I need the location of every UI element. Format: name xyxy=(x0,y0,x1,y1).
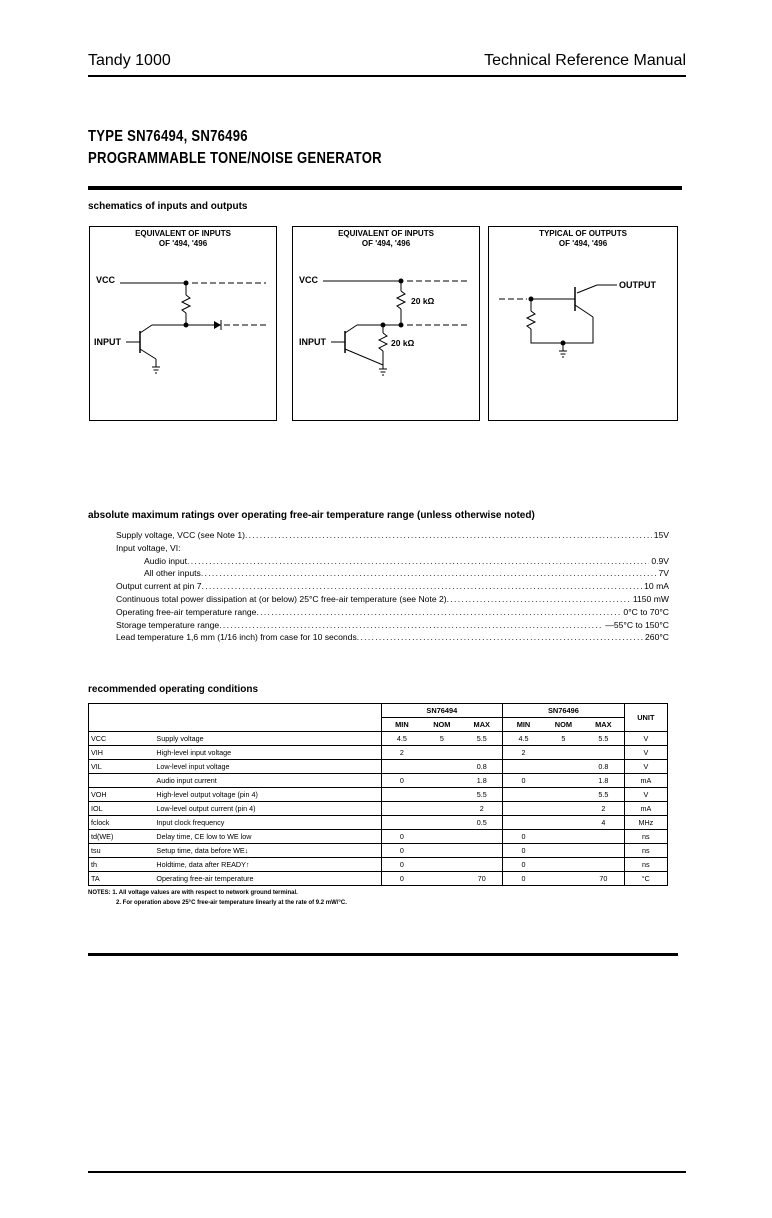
row-unit: ns xyxy=(624,830,667,844)
row-description: Input clock frequency xyxy=(154,816,381,830)
row-value xyxy=(583,844,624,858)
row-value: 0 xyxy=(381,858,422,872)
row-unit: ns xyxy=(624,844,667,858)
row-value: 5 xyxy=(544,732,583,746)
schematic-box-3 xyxy=(488,226,678,421)
rating-value: 260°C xyxy=(645,632,669,643)
svg-text:INPUT: INPUT xyxy=(94,337,121,347)
row-value: 2 xyxy=(461,802,502,816)
title-line2: PROGRAMMABLE TONE/NOISE GENERATOR xyxy=(88,150,382,167)
schematic-3-drawing xyxy=(489,227,677,420)
rating-leader-dots xyxy=(447,593,631,606)
group1-header: SN76494 xyxy=(381,704,503,718)
row-value: 5.5 xyxy=(583,732,624,746)
row-value: 0 xyxy=(381,830,422,844)
row-value: 2 xyxy=(503,746,544,760)
rating-value: 0°C to 70°C xyxy=(623,606,669,617)
row-symbol: VIH xyxy=(89,746,155,760)
row-value xyxy=(422,746,461,760)
row-value: 0 xyxy=(503,858,544,872)
rating-row xyxy=(116,567,669,580)
row-value xyxy=(381,816,422,830)
row-symbol: TA xyxy=(89,872,155,886)
rating-leader-dots xyxy=(202,580,643,593)
box1-title: EQUIVALENT OF INPUTS OF '494, '496 xyxy=(135,229,231,248)
row-value xyxy=(381,802,422,816)
row-value: 2 xyxy=(381,746,422,760)
row-value xyxy=(422,760,461,774)
svg-text:20 kΩ: 20 kΩ xyxy=(411,296,435,306)
row-value xyxy=(544,872,583,886)
rating-leader-dots xyxy=(187,555,649,568)
row-description: Low-level output current (pin 4) xyxy=(154,802,381,816)
row-description: Supply voltage xyxy=(154,732,381,746)
row-value xyxy=(503,788,544,802)
svg-text:VCC: VCC xyxy=(299,275,319,285)
rating-label: All other inputs xyxy=(144,568,201,579)
svg-text:INPUT: INPUT xyxy=(299,337,326,347)
schematics-heading: schematics of inputs and outputs xyxy=(88,201,248,212)
row-symbol: VCC xyxy=(89,732,155,746)
row-value: 0.5 xyxy=(461,816,502,830)
row-value xyxy=(544,760,583,774)
row-description: Audio input current xyxy=(154,774,381,788)
header-rule xyxy=(88,75,686,77)
header-right: Technical Reference Manual xyxy=(484,52,686,69)
svg-text:VCC: VCC xyxy=(96,275,116,285)
row-unit: ns xyxy=(624,858,667,872)
ratings-heading: absolute maximum ratings over operating free-air temperature range (unless otherwise noted) xyxy=(88,510,535,521)
table-row xyxy=(89,816,668,830)
sub-header: MAX xyxy=(461,718,502,732)
row-value: 4.5 xyxy=(381,732,422,746)
row-value xyxy=(461,830,502,844)
row-value: 0 xyxy=(381,872,422,886)
row-description: Operating free-air temperature xyxy=(154,872,381,886)
row-value xyxy=(544,830,583,844)
row-value: 0 xyxy=(503,872,544,886)
row-value xyxy=(461,844,502,858)
row-value: 70 xyxy=(583,872,624,886)
rating-label: Audio input xyxy=(144,555,188,566)
sub-header: NOM xyxy=(422,718,461,732)
ratings-list xyxy=(116,529,669,644)
row-value xyxy=(422,858,461,872)
row-value: 0 xyxy=(381,844,422,858)
notes xyxy=(88,888,347,908)
row-value: 5 xyxy=(422,732,461,746)
rating-row xyxy=(116,529,669,542)
sub-header: MIN xyxy=(503,718,544,732)
row-symbol: VIL xyxy=(89,760,155,774)
table-row xyxy=(89,802,668,816)
recommended-table xyxy=(88,703,668,886)
header-left: Tandy 1000 xyxy=(88,52,171,69)
rating-label: Input voltage, VI: xyxy=(116,542,181,553)
row-value: 0.8 xyxy=(461,760,502,774)
row-symbol: td(WE) xyxy=(89,830,155,844)
row-description: High-level input voltage xyxy=(154,746,381,760)
rating-value: 7V xyxy=(658,568,669,579)
row-unit: °C xyxy=(624,872,667,886)
row-value xyxy=(544,802,583,816)
rating-leader-dots xyxy=(201,567,657,580)
rating-label: Storage temperature range xyxy=(116,619,220,630)
row-value xyxy=(422,872,461,886)
row-unit: V xyxy=(624,788,667,802)
table-row xyxy=(89,830,668,844)
table-row xyxy=(89,844,668,858)
box3-title: TYPICAL OF OUTPUTS OF '494, '496 xyxy=(539,229,627,248)
rating-leader-dots xyxy=(256,606,621,619)
row-value xyxy=(583,858,624,872)
row-value: 4 xyxy=(583,816,624,830)
box2-title: EQUIVALENT OF INPUTS OF '494, '496 xyxy=(338,229,434,248)
row-value xyxy=(422,788,461,802)
row-value: 0.8 xyxy=(583,760,624,774)
schematic-box-1 xyxy=(89,226,277,421)
svg-text:20 kΩ: 20 kΩ xyxy=(391,338,415,348)
row-value xyxy=(544,788,583,802)
row-value xyxy=(544,844,583,858)
table-row xyxy=(89,774,668,788)
table-row xyxy=(89,760,668,774)
row-description: Low-level input voltage xyxy=(154,760,381,774)
row-value: 5.5 xyxy=(461,732,502,746)
note-1: NOTES: 1. All voltage values are with respect to network ground terminal. xyxy=(88,890,298,896)
row-value: 0 xyxy=(503,830,544,844)
rating-leader-dots xyxy=(219,619,603,632)
row-value: 1.8 xyxy=(461,774,502,788)
row-value xyxy=(422,844,461,858)
rating-value: 0.9V xyxy=(651,555,669,566)
footer-rule xyxy=(88,1171,686,1173)
rating-label: Output current at pin 7 xyxy=(116,581,202,592)
row-value xyxy=(461,858,502,872)
row-symbol: IOL xyxy=(89,802,155,816)
schematic-1-drawing xyxy=(90,227,276,420)
row-value xyxy=(422,830,461,844)
title-rule xyxy=(88,186,682,190)
note-2: 2. For operation above 25°C free-air temperature linearly at the rate of 9.2 mW/°C. xyxy=(116,900,347,906)
sub-header: MIN xyxy=(381,718,422,732)
row-value: 0 xyxy=(503,844,544,858)
sub-header: NOM xyxy=(544,718,583,732)
row-symbol: tsu xyxy=(89,844,155,858)
table-row xyxy=(89,858,668,872)
rating-row xyxy=(116,619,669,632)
table-row xyxy=(89,788,668,802)
row-value xyxy=(381,788,422,802)
rating-row xyxy=(116,542,669,555)
row-value: 4.5 xyxy=(503,732,544,746)
row-unit: V xyxy=(624,746,667,760)
rating-leader-dots xyxy=(245,529,652,542)
title-line1: TYPE SN76494, SN76496 xyxy=(88,128,248,145)
row-value: 70 xyxy=(461,872,502,886)
row-value xyxy=(544,816,583,830)
row-value: 1.8 xyxy=(583,774,624,788)
svg-text:OUTPUT: OUTPUT xyxy=(619,280,656,290)
row-value: 0 xyxy=(381,774,422,788)
row-value: 0 xyxy=(503,774,544,788)
schematic-2-drawing xyxy=(293,227,479,420)
table-row xyxy=(89,746,668,760)
unit-header: UNIT xyxy=(624,704,667,732)
rating-leader-dots xyxy=(357,631,643,644)
row-value xyxy=(503,802,544,816)
row-description: Setup time, data before WE↓ xyxy=(154,844,381,858)
rating-label: Supply voltage, VCC (see Note 1) xyxy=(116,530,245,540)
rating-value: —55°C to 150°C xyxy=(605,619,669,630)
row-value xyxy=(381,760,422,774)
row-description: Delay time, CE low to WE low xyxy=(154,830,381,844)
row-description: High-level output voltage (pin 4) xyxy=(154,788,381,802)
rating-value: 10 mA xyxy=(644,581,669,592)
row-value xyxy=(461,746,502,760)
header-blank xyxy=(89,704,382,732)
schematic-box-2 xyxy=(292,226,480,421)
rating-row xyxy=(116,606,669,619)
rating-label: Operating free-air temperature range xyxy=(116,606,257,617)
row-symbol: VOH xyxy=(89,788,155,802)
row-unit: mA xyxy=(624,774,667,788)
rating-value: 15V xyxy=(653,530,669,540)
row-value xyxy=(583,830,624,844)
table-row xyxy=(89,732,668,746)
group2-header: SN76496 xyxy=(503,704,625,718)
row-unit: V xyxy=(624,732,667,746)
bottom-rule xyxy=(88,953,678,956)
row-unit: mA xyxy=(624,802,667,816)
row-symbol: th xyxy=(89,858,155,872)
row-description: Holdtime, data after READY↑ xyxy=(154,858,381,872)
rating-row xyxy=(116,580,669,593)
rating-row xyxy=(116,631,669,644)
row-symbol: fclock xyxy=(89,816,155,830)
row-value xyxy=(583,746,624,760)
recommended-heading: recommended operating conditions xyxy=(88,684,259,695)
row-value: 5.5 xyxy=(583,788,624,802)
sub-header: MAX xyxy=(583,718,624,732)
rating-row xyxy=(116,593,669,606)
row-value xyxy=(544,774,583,788)
row-value: 2 xyxy=(583,802,624,816)
rating-label: Continuous total power dissipation at (or below) 25°C free-air temperature (see Note 2) xyxy=(116,593,447,604)
row-value xyxy=(422,802,461,816)
row-unit: V xyxy=(624,760,667,774)
rating-label: Lead temperature 1,6 mm (1/16 inch) from case for 10 seconds xyxy=(116,632,357,643)
row-symbol xyxy=(89,774,155,788)
row-value xyxy=(503,760,544,774)
row-value xyxy=(544,746,583,760)
row-value: 5.5 xyxy=(461,788,502,802)
rating-value: 1150 mW xyxy=(632,593,669,604)
table-row xyxy=(89,872,668,886)
row-value xyxy=(544,858,583,872)
rating-row xyxy=(116,555,669,568)
row-value xyxy=(503,816,544,830)
row-unit: MHz xyxy=(624,816,667,830)
row-value xyxy=(422,774,461,788)
row-value xyxy=(422,816,461,830)
